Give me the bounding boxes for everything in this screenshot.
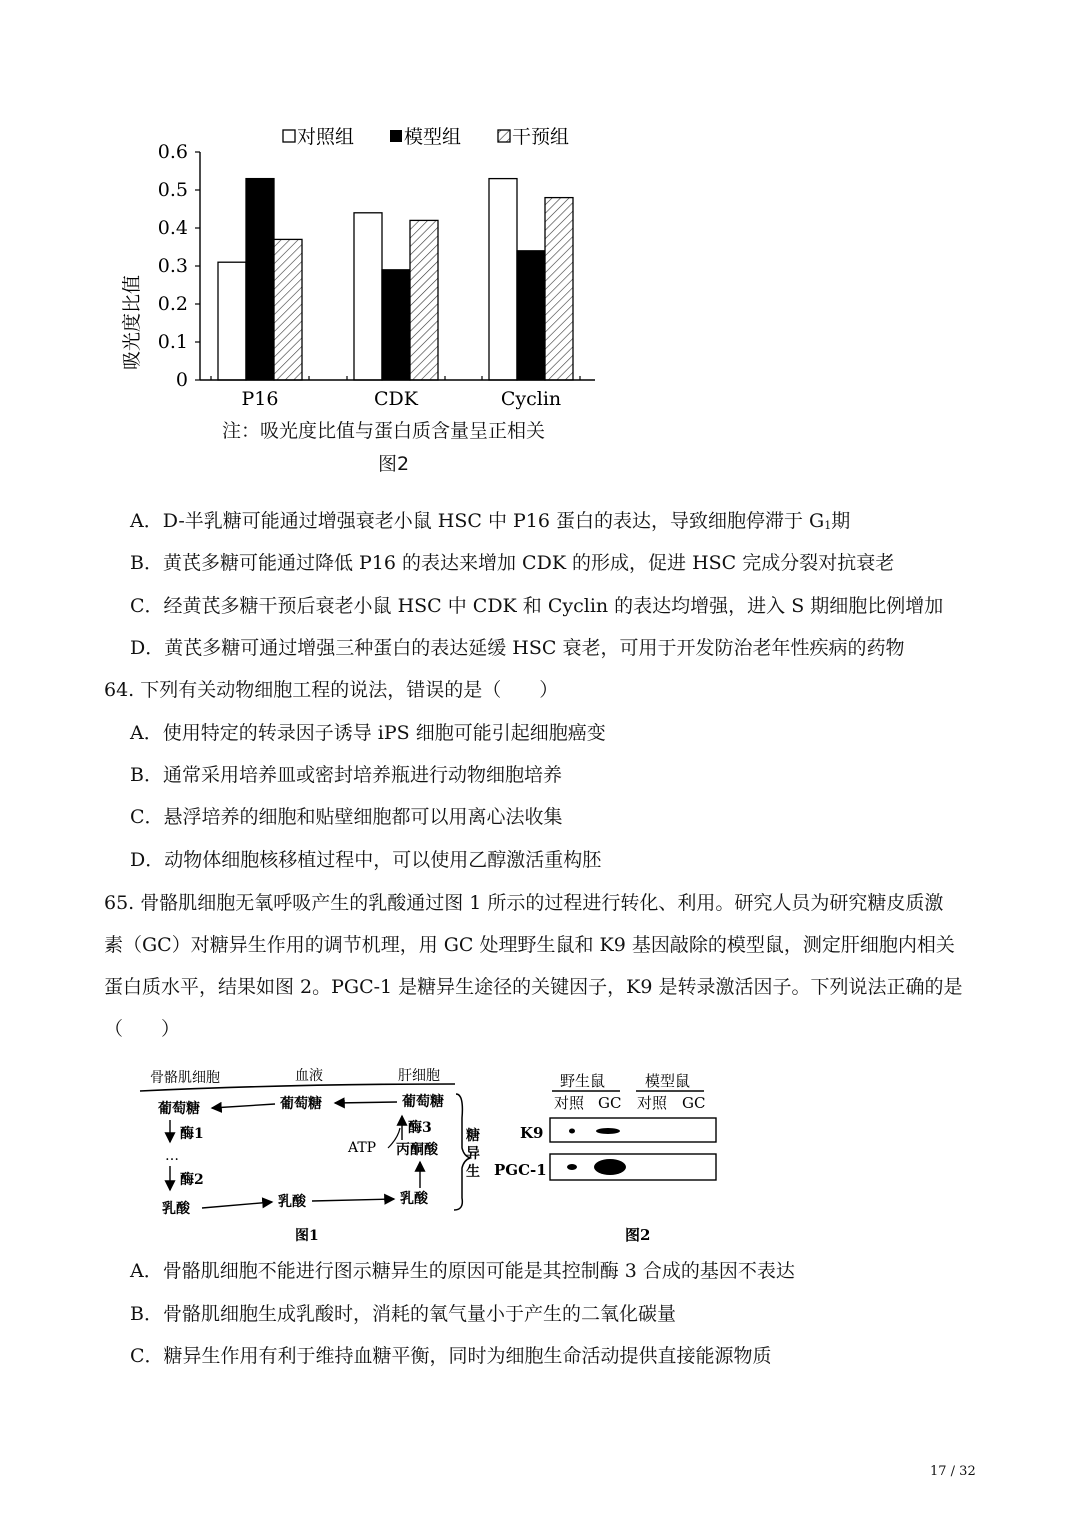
fig1-enzyme3: 酶3 [408, 1120, 432, 1136]
blot-group-model: 模型鼠 [645, 1072, 691, 1090]
bar-p16-model [246, 179, 274, 380]
option-label: C． [130, 806, 164, 828]
fig1-arrow-muscle-to-blood [202, 1202, 272, 1208]
q65-stem-line-4: （ ） [104, 1018, 181, 1040]
y-tick-label: 0.2 [157, 293, 188, 315]
option-text: D-半乳糖可能通过增强衰老小鼠 HSC 中 P16 蛋白的表达，导致细胞停滞于 G [162, 510, 825, 532]
blot-lane-2: GC [598, 1094, 622, 1112]
q63-option-b [130, 551, 894, 575]
x-tick-label: Cyclin [500, 388, 562, 410]
y-tick-label: 0.6 [157, 141, 188, 163]
fig1-header-liver: 肝细胞 [398, 1068, 440, 1084]
option-subscript: 1 [824, 519, 832, 532]
figure2-blot [494, 1058, 730, 1248]
option-text: 黄芪多糖可能通过降低 P16 的表达来增加 CDK 的形成，促进 HSC 完成分裂对抗衰老 [162, 552, 895, 574]
option-tail: 期 [831, 510, 851, 532]
fig1-arrow-liver-to-blood [335, 1102, 397, 1103]
figure2-caption: 图2 [378, 453, 410, 475]
option-text: 使用特定的转录因子诱导 iPS 细胞可能引起细胞癌变 [162, 722, 606, 744]
y-tick-label: 0 [175, 369, 188, 391]
option-label: B． [130, 764, 163, 786]
option-text: 糖异生作用有利于维持血糖平衡，同时为细胞生命活动提供直接能源物质 [163, 1345, 772, 1367]
option-text: 动物体细胞核移植过程中，可以使用乙醇激活重构胚 [164, 849, 602, 871]
fig1-gluconeo-char-1: 糖 [466, 1128, 480, 1144]
legend-label-control: 对照组 [297, 126, 355, 148]
y-axis-label: 吸光度比值 [121, 274, 143, 370]
y-tick-label: 0.1 [157, 331, 188, 353]
blot-band-k9-wild-control [569, 1129, 575, 1134]
blot-lane-3: 对照 [637, 1094, 668, 1112]
y-tick-label: 0.3 [157, 255, 188, 277]
y-tick-label: 0.5 [157, 179, 188, 201]
fig1-gluconeo-char-3: 生 [466, 1164, 480, 1180]
figure2-note: 注：吸光度比值与蛋白质含量呈正相关 [222, 420, 546, 442]
fig1-glucose-blood: 葡萄糖 [280, 1096, 322, 1112]
q65-stem-line-1: 65. 骨骼肌细胞无氧呼吸产生的乳酸通过图 1 所示的过程进行转化、利用。研究人员为研究糖皮质激 [104, 892, 944, 914]
legend-swatch-model [390, 130, 402, 142]
page-number: 17 / 32 [930, 1464, 976, 1479]
fig1-pyruvate: 丙酮酸 [396, 1142, 438, 1158]
bar-cyclin-intervention [545, 198, 573, 380]
bar-p16-control [218, 262, 246, 380]
bar-cdk-intervention [410, 220, 438, 380]
option-text: 黄芪多糖可通过增强三种蛋白的表达延缓 HSC 衰老，可用于开发防治老年性疾病的药物 [164, 637, 905, 659]
fig1-arrow-blood-to-muscle [212, 1104, 275, 1108]
option-text: 骨骼肌细胞生成乳酸时，消耗的氧气量小于产生的二氧化碳量 [162, 1303, 676, 1325]
blot-caption: 图2 [625, 1226, 651, 1244]
bar-chart [100, 115, 620, 425]
blot-lane-4: GC [682, 1094, 706, 1112]
blot-row-pgc1: PGC-1 [494, 1161, 547, 1179]
option-text: 通常采用培养皿或密封培养瓶进行动物细胞培养 [162, 764, 562, 786]
q65-option-b [130, 1302, 676, 1326]
fig1-enzyme2: 酶2 [180, 1172, 204, 1188]
bar-cdk-control [354, 213, 382, 380]
q64-option-d [130, 848, 601, 872]
option-label: B． [130, 552, 163, 574]
bar-cyclin-model [517, 251, 545, 380]
q63-option-c [130, 594, 943, 618]
blot-strip-k9 [550, 1118, 716, 1142]
option-label: A． [130, 722, 163, 744]
fig1-lactate-liver: 乳酸 [400, 1191, 428, 1207]
x-tick-label: CDK [374, 388, 418, 410]
option-label: B． [130, 1303, 163, 1325]
blot-band-pgc1-wild-gc [594, 1159, 626, 1175]
fig1-header-muscle: 骨骼肌细胞 [150, 1070, 220, 1086]
y-ticks [158, 141, 200, 391]
q65-stem-line-2: 素（GC）对糖异生作用的调节机理，用 GC 处理野生鼠和 K9 基因敲除的模型鼠，测定肝细胞内相关 [104, 934, 955, 956]
option-label: A． [130, 1260, 163, 1282]
q65-option-c [130, 1344, 772, 1368]
fig1-ellipsis: … [165, 1148, 179, 1164]
figure1-pathway [140, 1058, 500, 1248]
fig1-caption: 图1 [295, 1228, 319, 1244]
x-ticks [211, 376, 580, 410]
blot-band-pgc1-wild-control [567, 1164, 577, 1170]
bar-cdk-model [382, 270, 410, 380]
blot-band-k9-wild-gc [596, 1128, 620, 1134]
fig1-glucose-liver: 葡萄糖 [402, 1094, 444, 1110]
fig1-header-blood: 血液 [295, 1068, 323, 1084]
blot-row-k9: K9 [520, 1124, 544, 1142]
fig1-lactate-blood: 乳酸 [278, 1194, 306, 1210]
fig1-lactate-muscle: 乳酸 [162, 1201, 190, 1217]
option-label: A． [130, 510, 163, 532]
q63-option-d [130, 636, 904, 660]
option-text: 悬浮培养的细胞和贴壁细胞都可以用离心法收集 [163, 806, 563, 828]
legend-swatch-intervention [498, 130, 510, 142]
option-label: D． [130, 849, 165, 871]
x-tick-label: P16 [241, 388, 279, 410]
blot-lane-1: 对照 [554, 1094, 585, 1112]
fig1-gluconeo-char-2: 异 [466, 1146, 480, 1162]
bars [218, 179, 573, 380]
legend-swatch-control [283, 130, 295, 142]
y-tick-label: 0.4 [157, 217, 188, 239]
q64-option-b [130, 763, 562, 787]
q65-option-a [130, 1259, 795, 1283]
legend-label-intervention: 干预组 [512, 126, 570, 148]
q64-option-a [130, 721, 606, 745]
fig1-arrow-blood-to-liver [312, 1199, 394, 1201]
chart-legend [283, 126, 569, 148]
fig1-atp: ATP [348, 1140, 377, 1156]
option-label: C． [130, 595, 164, 617]
bar-p16-intervention [274, 239, 302, 380]
fig1-enzyme1: 酶1 [180, 1126, 204, 1142]
bar-cyclin-control [489, 179, 517, 380]
blot-group-wild: 野生鼠 [560, 1072, 606, 1090]
q64-option-c [130, 805, 563, 829]
fig1-glucose-muscle: 葡萄糖 [158, 1101, 200, 1117]
q65-stem-line-3: 蛋白质水平，结果如图 2。PGC-1 是糖异生途径的关键因子，K9 是转录激活因子。下列说法正确的是 [104, 976, 963, 998]
option-text: 经黄芪多糖干预后衰老小鼠 HSC 中 CDK 和 Cyclin 的表达均增强，进入 S 期细胞比例增加 [163, 595, 944, 617]
q63-option-a [130, 509, 850, 538]
option-label: C． [130, 1345, 164, 1367]
option-label: D． [130, 637, 165, 659]
option-text: 骨骼肌细胞不能进行图示糖异生的原因可能是其控制酶 3 合成的基因不表达 [162, 1260, 795, 1282]
q64-stem: 64. 下列有关动物细胞工程的说法，错误的是（ ） [104, 679, 559, 701]
legend-label-model: 模型组 [404, 126, 462, 148]
